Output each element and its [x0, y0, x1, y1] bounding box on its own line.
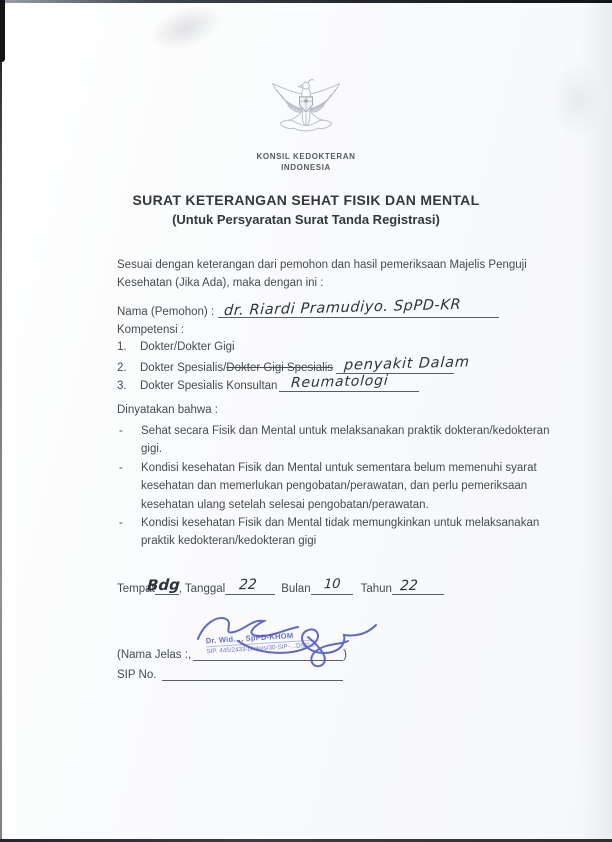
name-row	[117, 296, 499, 320]
nama-jelas-label: (Nama Jelas :,	[117, 649, 192, 661]
item-number: 3.	[117, 380, 127, 392]
tempat-underline	[146, 575, 181, 595]
sip-label: SIP No.	[117, 669, 157, 681]
dinyatakan-label-row	[117, 404, 218, 416]
statement-line: gigi.	[141, 443, 163, 456]
item-text: Dokter Spesialis Konsultan	[140, 380, 278, 392]
tahun-underline	[392, 579, 444, 595]
page-title: SURAT KETERANGAN SEHAT FISIK DAN MENTAL	[132, 192, 480, 208]
kompetensi-item-3	[117, 372, 419, 392]
statement-line: Sehat secara Fisik dan Mental untuk melaksanakan praktik dokteran/kedokteran	[141, 425, 550, 437]
kompetensi-label-row	[117, 324, 184, 336]
scan-edge-top	[0, 0, 612, 3]
name-label: Nama (Pemohon) :	[117, 306, 215, 318]
name-handwritten-value: dr. Riardi Pramudiyo. SpPD-KR	[223, 296, 462, 320]
statements-list	[117, 422, 557, 551]
garuda-pancasila-emblem-icon	[263, 74, 349, 143]
pencil-smudge	[144, 0, 229, 59]
consultant-underline	[279, 372, 419, 392]
consultant-handwritten-value: Reumatologi	[290, 372, 390, 392]
intro-paragraph	[117, 257, 527, 292]
dinyatakan-label: Dinyatakan bahwa :	[117, 404, 219, 416]
tempat-handwritten-value: Bdg	[146, 575, 181, 595]
place-date-row	[117, 575, 444, 595]
statement-item	[117, 514, 557, 551]
signature-flourish-icon	[188, 611, 388, 673]
tahun-label: Tahun	[360, 583, 392, 595]
statement-line: praktik kedokteran/kedokteran gigi	[141, 535, 317, 548]
tahun-handwritten-value: 22	[399, 577, 419, 595]
tanggal-underline	[225, 576, 275, 595]
name-underline	[218, 296, 499, 320]
bulan-label: Bulan	[281, 583, 311, 595]
tempat-label: Tempat	[117, 583, 155, 595]
kompetensi-label: Kompetensi :	[117, 324, 185, 336]
kompetensi-item-1	[117, 341, 235, 353]
item-text-struck: Dokter Gigi Spesialis	[226, 362, 334, 374]
statement-item	[117, 422, 557, 459]
item-text: Dokter/Dokter Gigi	[140, 341, 235, 353]
specialty-handwritten-value: penyakit Dalam	[343, 354, 471, 374]
tanggal-label: , Tanggal	[178, 583, 226, 595]
specialty-underline	[336, 354, 471, 374]
intro-line2: Kesehatan (Jika Ada), maka dengan ini :	[117, 276, 324, 289]
item-number: 1.	[117, 341, 127, 353]
statement-line: Kondisi kesehatan Fisik dan Mental tidak memungkinkan untuk melaksanakan	[141, 517, 540, 530]
tanggal-handwritten-value: 22	[238, 576, 258, 594]
bulan-handwritten-value: 10	[323, 576, 341, 593]
statement-line: kesehatan dan memerlukan pengobatan/perawatan, dan perlu pemeriksaan	[141, 480, 528, 493]
bulan-underline	[311, 576, 353, 595]
kompetensi-item-2	[117, 354, 471, 374]
stamp-sip-number: SIP. 445/2433-Dinkes/30-SIP-…DSP…	[206, 641, 316, 655]
item-text: Dokter Spesialis/	[140, 362, 227, 374]
statement-line: kesehatan ulang setelah selesai pengobatan/perawatan.	[141, 498, 429, 511]
dash-bullet: -	[119, 461, 123, 474]
org-name-line2: INDONESIA	[281, 162, 331, 172]
intro-line1: Sesuai dengan keterangan dari pemohon dan hasil pemeriksaan Majelis Penguji	[117, 259, 527, 271]
item-number: 2.	[117, 362, 127, 374]
org-name-line1: KONSIL KEDOKTERAN	[256, 152, 356, 161]
dash-bullet: -	[119, 425, 123, 437]
title-block	[0, 192, 612, 227]
page-subtitle: (Untuk Persyaratan Surat Tanda Registrasi)	[172, 212, 440, 227]
close-paren: )	[343, 649, 347, 661]
dash-bullet: -	[119, 517, 123, 530]
stamp-doctor-name: Dr. Wid…, SpPD-KHOM	[205, 630, 294, 646]
scan-corner-shadow	[0, 0, 5, 62]
letterhead	[0, 74, 612, 173]
statement-item	[117, 459, 557, 514]
statement-line: Kondisi kesehatan Fisik dan Mental untuk sementara belum memenuhi syarat	[141, 461, 537, 474]
